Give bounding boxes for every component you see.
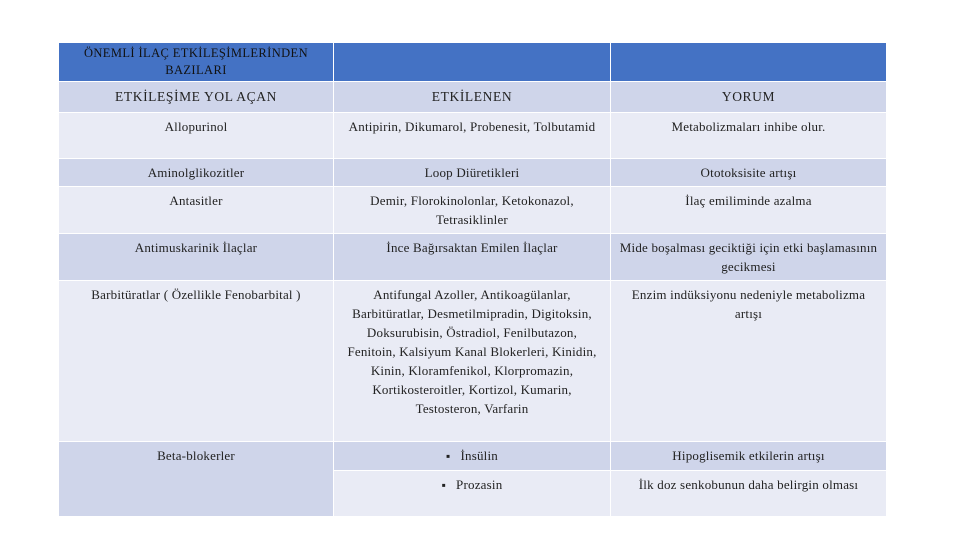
affected-cell: Antifungal Azoller, Antikoagülanlar, Barbitüratlar, Desmetilmipradin, Digitoksin, Doksurubisin, Östradiol, Fenilbutazon, Fenitoin, Kalsiyum Kanal Blokerleri, Kinidin, Kinin, Kloramfenikol, Klorpromazin, Kortikosteroitler, Kortizol, Kumarin, Testosteron, Varfarin [334,281,611,442]
table-row [59,442,887,471]
affected-cell [334,442,611,471]
comment-cell: Enzim indüksiyonu nedeniyle metabolizma artışı [611,281,887,442]
table-row [59,113,887,159]
title-empty-cell [334,43,611,82]
table-header-row [59,82,887,113]
bullet-item: ▪ Prozasin [442,477,503,492]
title-empty-cell [611,43,887,82]
cause-cell: Antimuskarinik İlaçlar [59,234,334,281]
cause-cell: Allopurinol [59,113,334,159]
cause-cell: Aminolglikozitler [59,159,334,187]
drug-interactions-table [58,42,887,517]
cause-cell: Antasitler [59,187,334,234]
header-comment: YORUM [611,82,887,113]
affected-cell: İnce Bağırsaktan Emilen İlaçlar [334,234,611,281]
affected-cell: Demir, Florokinolonlar, Ketokonazol, Tetrasiklinler [334,187,611,234]
affected-cell: Loop Diüretikleri [334,159,611,187]
comment-cell: Ototoksisite artışı [611,159,887,187]
bullet-item: ▪ İnsülin [446,448,498,463]
table-row [59,234,887,281]
header-affected: ETKİLENEN [334,82,611,113]
comment-cell: Hipoglisemik etkilerin artışı [611,442,887,471]
table-row [59,187,887,234]
comment-cell: Metabolizmaları inhibe olur. [611,113,887,159]
affected-cell [334,471,611,517]
table-title-row [59,43,887,82]
comment-cell: İlaç emiliminde azalma [611,187,887,234]
table-row [59,281,887,442]
cause-cell: Barbitüratlar ( Özellikle Fenobarbital ) [59,281,334,442]
cause-cell: Beta-blokerler [59,442,334,517]
comment-cell: İlk doz senkobunun daha belirgin olması [611,471,887,517]
comment-cell: Mide boşalması geciktiği için etki başlamasının gecikmesi [611,234,887,281]
header-cause: ETKİLEŞİME YOL AÇAN [59,82,334,113]
affected-cell: Antipirin, Dikumarol, Probenesit, Tolbutamid [334,113,611,159]
table-row [59,159,887,187]
table-title: ÖNEMLİ İLAÇ ETKİLEŞİMLERİNDEN BAZILARI [59,43,334,82]
